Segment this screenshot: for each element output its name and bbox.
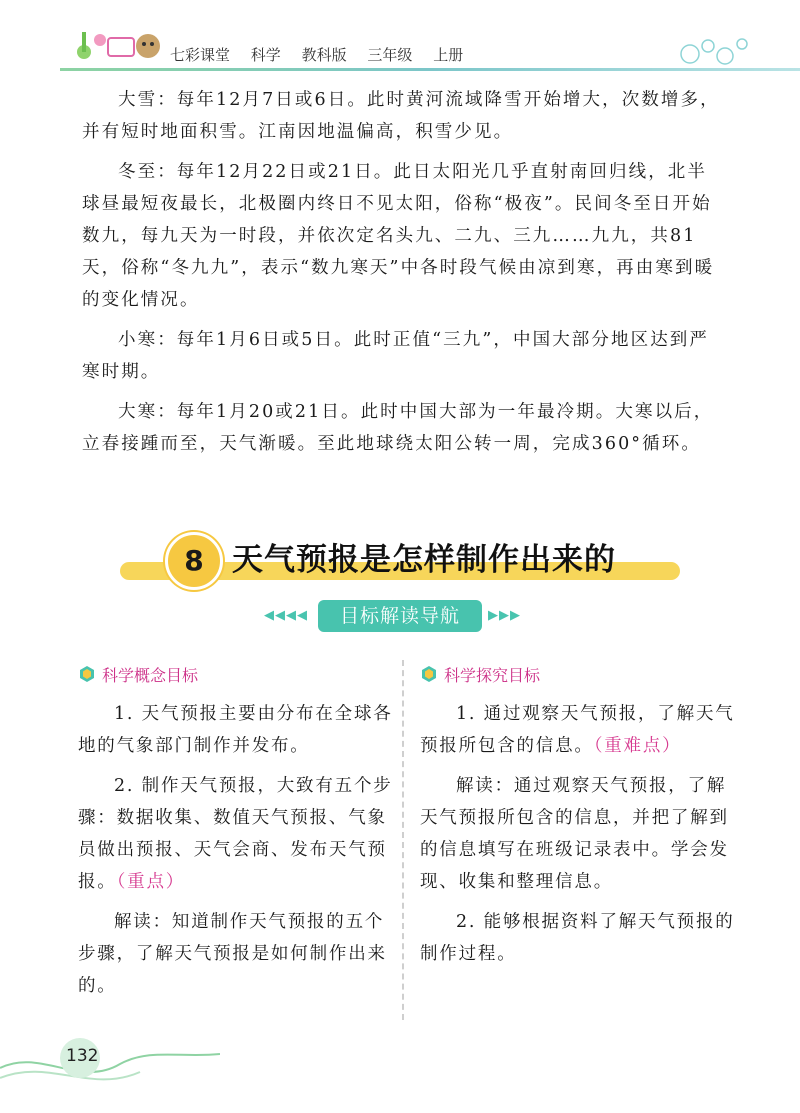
concept-goal-2 xyxy=(78,770,393,898)
inquiry-goals-heading xyxy=(420,660,735,688)
section-number: 8 xyxy=(165,532,223,590)
hexagon-icon xyxy=(78,665,96,683)
concept-goals-title: 科学概念目标 xyxy=(102,665,199,685)
inquiry-goals-column xyxy=(420,660,735,978)
column-divider xyxy=(402,660,406,1020)
key-point-tag: （重点） xyxy=(116,872,186,892)
section-title-banner xyxy=(120,528,680,588)
kids-logo-icon xyxy=(70,22,165,70)
solar-terms-text xyxy=(82,84,722,468)
inquiry-goals-title: 科学探究目标 xyxy=(444,665,541,685)
header-series: 七彩课堂 xyxy=(170,46,231,64)
concept-goals-column xyxy=(78,660,393,1010)
left-arrows-icon: ◀◀◀◀ xyxy=(264,608,308,623)
paragraph-dongzhi: 冬至：每年12月22日或21日。此日太阳光几乎直射南回归线，北半球昼最短夜最长，北极圈内终日不见太阳，俗称“极夜”。民间冬至日开始数九，每九天为一时段，并依次定名头九、二九、三九……九九，共81天，俗称“冬九九”，表示“数九寒天”中各时段气候由凉到寒，再由寒到暖的变化情况。 xyxy=(82,162,715,310)
header-volume: 上册 xyxy=(433,46,464,64)
nav-banner xyxy=(262,600,538,634)
paragraph-daxue: 大雪：每年12月7日或6日。此时黄河流域降雪开始增大，次数增多，并有短时地面积雪。江南因地温偏高，积雪少见。 xyxy=(82,90,720,142)
header-breadcrumb xyxy=(170,44,475,65)
nav-label: 目标解读导航 xyxy=(318,600,482,632)
inquiry-goal-1 xyxy=(420,698,735,762)
concept-goal-explanation: 解读：知道制作天气预报的五个步骤，了解天气预报是如何制作出来的。 xyxy=(78,912,387,996)
header-divider xyxy=(60,68,800,71)
header-edition: 教科版 xyxy=(301,46,347,64)
concept-goal-1: 1. 天气预报主要由分布在全球各地的气象部门制作并发布。 xyxy=(78,704,393,756)
header-subject: 科学 xyxy=(250,46,281,64)
concept-goals-heading xyxy=(78,660,393,688)
inquiry-goal-2: 2. 能够根据资料了解天气预报的制作过程。 xyxy=(420,912,735,964)
inquiry-goal-1-text: 1. 通过观察天气预报，了解天气预报所包含的信息。 xyxy=(420,704,735,756)
page-number-area xyxy=(0,1028,220,1098)
right-arrows-icon: ▶▶▶ xyxy=(488,608,521,623)
hexagon-icon xyxy=(420,665,438,683)
section-title: 天气预报是怎样制作出来的 xyxy=(232,542,616,578)
header-grade: 三年级 xyxy=(367,46,413,64)
key-difficulty-tag: （重难点） xyxy=(593,736,682,756)
page-wave-icon xyxy=(0,1028,220,1098)
concept-goal-2-text: 2. 制作天气预报，大致有五个步骤：数据收集、数值天气预报、气象员做出预报、天气会商、发布天气预报。 xyxy=(78,776,393,892)
paragraph-xiaohan: 小寒：每年1月6日或5日。此时正值“三九”，中国大部分地区达到严寒时期。 xyxy=(82,330,709,382)
page-header xyxy=(0,0,800,80)
paragraph-dahan: 大寒：每年1月20或21日。此时中国大部为一年最冷期。大寒以后，立春接踵而至，天气渐暖。至此地球绕太阳公转一周，完成360°循环。 xyxy=(82,402,714,454)
decorative-circles-icon xyxy=(670,24,770,74)
inquiry-goal-explanation: 解读：通过观察天气预报，了解天气预报所包含的信息，并把了解到的信息填写在班级记录表中。学会发现、收集和整理信息。 xyxy=(420,776,729,892)
page-number: 132 xyxy=(66,1046,99,1066)
